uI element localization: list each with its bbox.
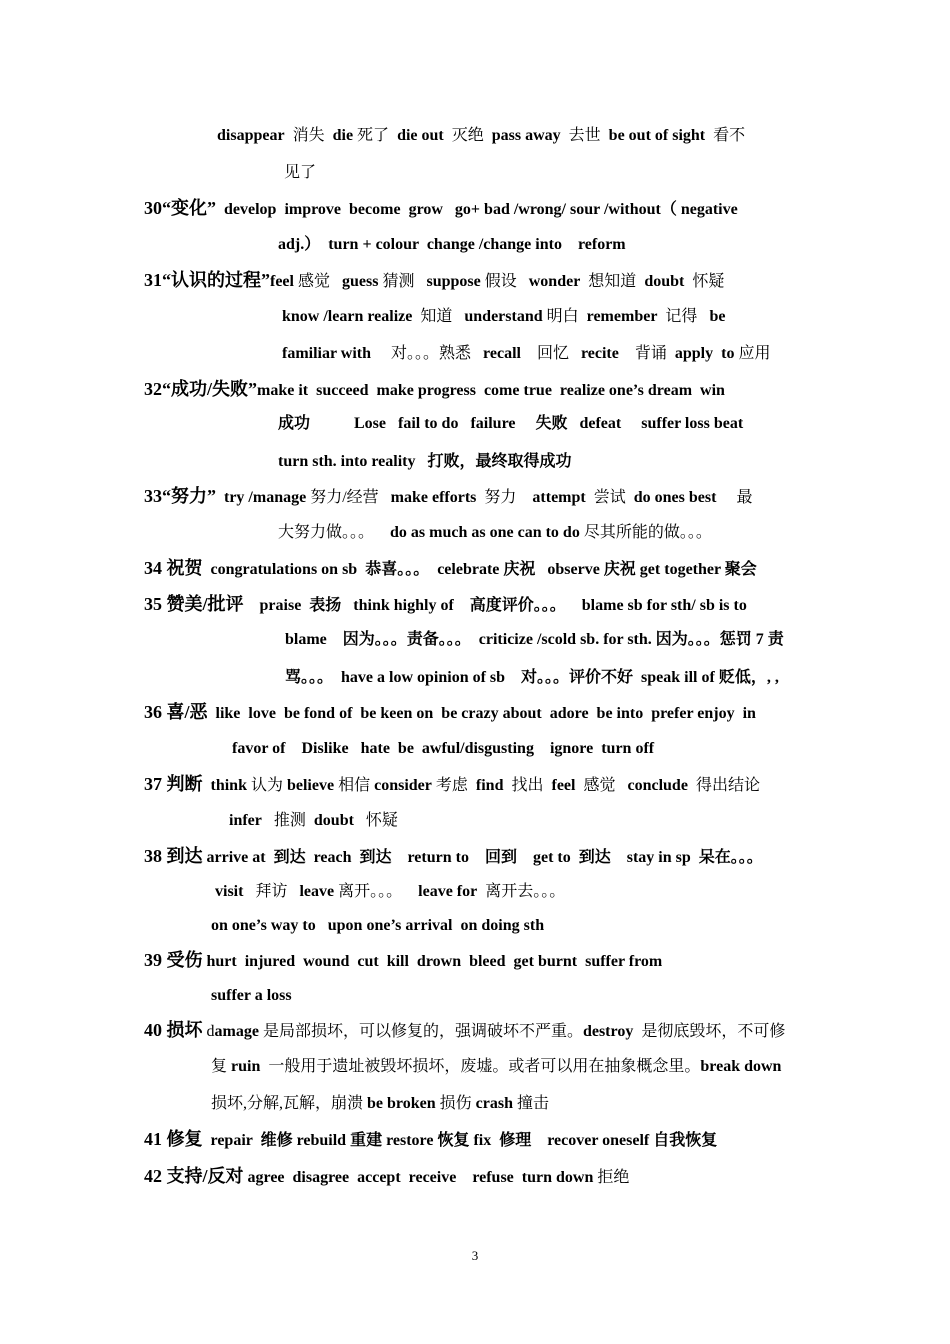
text-line: [144, 1020, 785, 1042]
chinese-gloss: 离开去。。。: [477, 883, 566, 900]
text-line: [278, 235, 626, 255]
english-term: die out: [397, 127, 444, 144]
text-line: [144, 1166, 629, 1188]
text-line: [144, 1129, 717, 1151]
chinese-gloss: 推测: [261, 812, 314, 829]
chinese-gloss: d: [202, 1023, 215, 1040]
english-term: believe: [286, 777, 335, 794]
chinese-gloss: 记得: [657, 308, 710, 325]
text-line: [229, 811, 398, 831]
english-term: be: [709, 308, 726, 325]
english-term: infer: [229, 812, 262, 829]
text-line: [144, 594, 747, 616]
english-term: doubt: [313, 812, 354, 829]
section-heading: 31“认识的过程”: [144, 270, 270, 290]
chinese-gloss: 想知道: [580, 273, 645, 290]
section-heading: 36 喜/恶: [144, 702, 208, 722]
chinese-gloss: 损伤: [435, 1095, 476, 1112]
chinese-gloss: 消失: [284, 127, 333, 144]
text-line: [284, 163, 316, 183]
english-term: do ones best: [633, 489, 717, 506]
section-heading: 38 到达: [144, 846, 203, 866]
chinese-gloss: 尝试: [585, 489, 634, 506]
text-line: [211, 1094, 549, 1114]
chinese-gloss: 是局部损坏，可以修复的，强调破坏不严重。: [258, 1023, 583, 1040]
chinese-gloss: 努力: [476, 489, 533, 506]
chinese-gloss: 背诵: [618, 345, 675, 362]
english-term: doubt: [644, 273, 685, 290]
english-term: wonder: [528, 273, 581, 290]
chinese-gloss: 是彻底毁坏，不可修: [633, 1023, 786, 1040]
chinese-gloss: 假设: [480, 273, 529, 290]
english-term: adj.） turn + colour change /change into reform: [278, 236, 626, 253]
chinese-gloss: 明白: [542, 308, 587, 325]
english-term: recall: [483, 345, 521, 362]
english-term: praise 表扬 think highly of 高度评价。。。 blame sb for sth/ sb is to: [243, 597, 747, 614]
english-term: be broken: [367, 1095, 436, 1112]
chinese-gloss: 最: [716, 489, 753, 506]
text-line: [285, 668, 779, 688]
english-term: visit: [215, 883, 244, 900]
section-heading: 42 支持/反对: [144, 1166, 244, 1186]
text-line: [232, 739, 654, 759]
section-heading: 39 受伤: [144, 950, 203, 970]
english-term: apply to: [674, 345, 735, 362]
english-term: disappear: [217, 127, 285, 144]
chinese-gloss: 大努力做。。。: [278, 524, 391, 541]
chinese-gloss: 知道: [412, 308, 465, 325]
english-term: make it succeed make progress come true realize one’s dream win: [257, 382, 725, 399]
english-term: do as much as one can to do: [390, 524, 580, 541]
section-heading: 40 损坏: [144, 1020, 203, 1040]
english-term: favor of Dislike hate be awful/disgusting ignore turn off: [232, 740, 655, 757]
chinese-gloss: 死了: [353, 127, 398, 144]
english-term: arrive at 到达 reach 到达 return to 回到 get to 到达 stay in sp 呆在。。。: [202, 849, 763, 866]
text-line: [282, 344, 770, 364]
english-term: think: [202, 777, 247, 794]
text-line: [144, 270, 724, 292]
english-term: know /learn realize: [282, 308, 413, 325]
chinese-gloss: 灭绝: [443, 127, 492, 144]
english-term: suffer a loss: [211, 987, 292, 1004]
section-heading: 34 祝贺: [144, 558, 203, 578]
text-line: [144, 950, 662, 972]
english-term: familiar with: [282, 345, 372, 362]
chinese-gloss: 回忆: [520, 345, 581, 362]
chinese-gloss: 认为: [246, 777, 287, 794]
text-line: [211, 1057, 781, 1077]
chinese-gloss: 离开。。。: [334, 883, 419, 900]
english-term: feel: [551, 777, 576, 794]
english-term: amage: [214, 1023, 259, 1040]
chinese-gloss: 努力/经营: [306, 489, 391, 506]
text-line: [278, 414, 743, 434]
english-term: destroy: [582, 1023, 634, 1040]
english-term: find: [475, 777, 504, 794]
english-term: blame 因为。。。责备。。。 criticize /scold sb. for sth. 因为。。。惩罚 7 责: [285, 631, 784, 648]
text-line: [144, 486, 752, 508]
section-heading: 37 判断: [144, 774, 203, 794]
english-term: leave: [299, 883, 335, 900]
section-heading: 41 修复: [144, 1129, 203, 1149]
english-term: turn sth. into reality 打败，最终取得成功: [278, 453, 572, 470]
text-line: [215, 882, 565, 902]
english-term: like love be fond of be keen on be crazy about adore be into prefer enjoy in: [207, 705, 756, 722]
chinese-gloss: 应用: [734, 345, 771, 362]
english-term: leave for: [418, 883, 478, 900]
english-term: attempt: [532, 489, 586, 506]
english-term: feel: [270, 273, 294, 290]
english-term: on one’s way to upon one’s arrival on doing sth: [211, 917, 545, 934]
chinese-gloss: 看不: [705, 127, 746, 144]
chinese-gloss: 尽其所能的做。。。: [579, 524, 712, 541]
chinese-gloss: 拒绝: [593, 1169, 630, 1186]
english-term: congratulations on sb 恭喜。。。 celebrate 庆祝 observe 庆祝 get together 聚会: [202, 561, 757, 578]
english-term: break down: [700, 1058, 782, 1075]
page-number: 3: [471, 1248, 479, 1263]
text-line: [144, 846, 763, 868]
english-term: be out of sight: [608, 127, 706, 144]
english-term: remember: [586, 308, 658, 325]
chinese-gloss: 感觉: [575, 777, 628, 794]
chinese-gloss: 怀疑: [353, 812, 398, 829]
chinese-gloss: 见了: [284, 164, 317, 181]
chinese-gloss: 得出结论: [687, 777, 760, 794]
english-term: agree disagree accept receive refuse turn down: [243, 1169, 594, 1186]
text-line: [211, 916, 544, 936]
text-line: [278, 523, 712, 543]
text-line: [144, 198, 738, 220]
english-term: hurt injured wound cut kill drown bleed get burnt suffer from: [202, 953, 663, 970]
chinese-gloss: 相信: [334, 777, 375, 794]
chinese-gloss: 对。。。熟悉: [371, 345, 484, 362]
english-term: understand: [464, 308, 543, 325]
english-term: ruin: [231, 1058, 261, 1075]
chinese-gloss: 感觉: [293, 273, 342, 290]
chinese-gloss: 撞击: [512, 1095, 549, 1112]
english-term: develop improve become grow go+ bad /wrong/ sour /without（ negative: [216, 201, 738, 218]
english-term: recite: [580, 345, 619, 362]
section-heading: 35 赞美/批评: [144, 594, 244, 614]
text-line: [211, 986, 292, 1006]
chinese-gloss: 一般用于遗址被毁坏损坏，废墟。或者可以用在抽象概念里。: [260, 1058, 701, 1075]
text-line: [144, 702, 756, 724]
text-line: [282, 307, 725, 327]
chinese-gloss: 复: [211, 1058, 232, 1075]
english-term: crash: [475, 1095, 513, 1112]
text-line: [285, 630, 784, 650]
english-term: die: [332, 127, 354, 144]
english-term: repair 维修 rebuild 重建 restore 恢复 fix 修理 recover oneself 自我恢复: [202, 1132, 718, 1149]
text-line: [144, 558, 757, 580]
english-term: suppose: [426, 273, 481, 290]
english-term: consider: [374, 777, 432, 794]
english-term: pass away: [491, 127, 561, 144]
text-line: [144, 774, 760, 796]
english-term: guess: [342, 273, 379, 290]
section-heading: 30“变化”: [144, 198, 216, 218]
text-line: [144, 379, 725, 401]
chinese-gloss: 猜测: [378, 273, 427, 290]
english-term: try /manage: [216, 489, 307, 506]
chinese-gloss: 去世: [560, 127, 609, 144]
chinese-gloss: 考虑: [431, 777, 476, 794]
chinese-gloss: 拜访: [243, 883, 300, 900]
english-term: 骂。。。 have a low opinion of sb 对。。。评价不好 speak ill of 贬低，, ,: [285, 669, 779, 686]
text-line: [278, 452, 572, 472]
english-term: conclude: [627, 777, 688, 794]
chinese-gloss: 找出: [503, 777, 552, 794]
section-heading: 33“努力”: [144, 486, 216, 506]
chinese-gloss: 怀疑: [684, 273, 725, 290]
english-term: make efforts: [390, 489, 477, 506]
english-term: 成功 Lose fail to do failure 失败 defeat suffer loss beat: [278, 415, 744, 432]
section-heading: 32“成功/失败”: [144, 379, 258, 399]
chinese-gloss: 损坏,分解,瓦解，崩溃: [211, 1095, 368, 1112]
text-line: [217, 126, 745, 146]
